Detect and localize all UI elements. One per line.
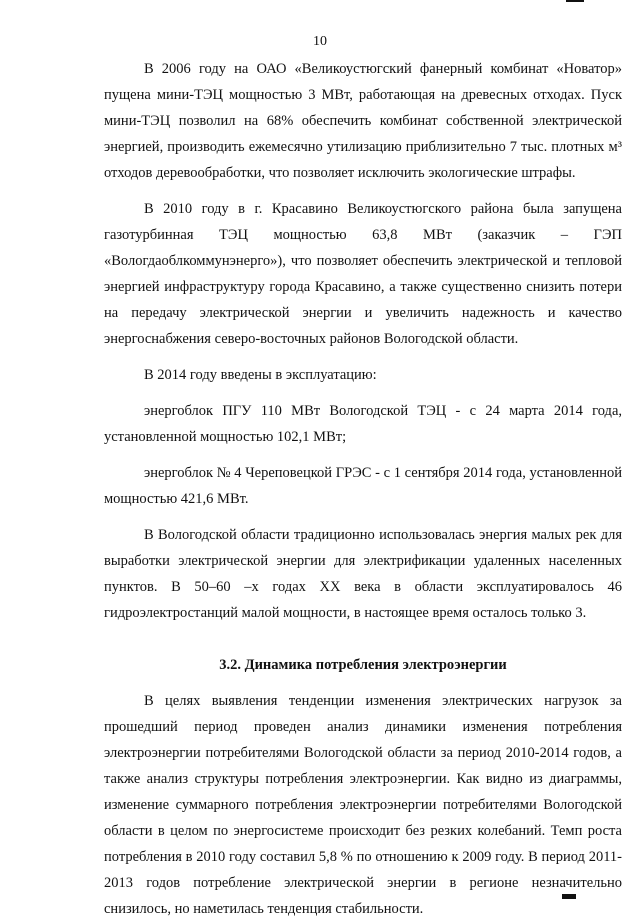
paragraph-krasavino: В 2010 году в г. Красавино Великоустюгского района была запущена газотурбинная ТЭЦ мощностью 63,8 МВт (заказчик – ГЭП «Вологдаоблкоммунэнерго»), что позволяет обеспечить электрической и тепловой энергией инфраструктуру города Красавино, а также существенно снизить потери на передачу электрической энергии и увеличить надежность и качество энергоснабжения северо-восточных районов Вологодской области. xyxy=(104,201,622,347)
paragraph-vologda-tec: энергоблок ПГУ 110 МВт Вологодской ТЭЦ - с 24 марта 2014 года, установленной мощностью 102,1 МВт; xyxy=(104,403,622,445)
page-number: 10 xyxy=(313,34,327,49)
bottom-corner-mark xyxy=(562,894,576,899)
paragraph-small-rivers: В Вологодской области традиционно использовалась энергия малых рек для выработки электрической энергии для электрификации удаленных населенных пунктов. В 50–60 –х годах XX века в области эксплуатировалось 46 гидроэлектростанций малой мощности, в настоящее время осталось только 3. xyxy=(104,527,622,621)
paragraph-cherepovets-gres: энергоблок № 4 Череповецкой ГРЭС - с 1 сентября 2014 года, установленной мощностью 421,6 МВт. xyxy=(104,465,622,507)
paragraph-mini-chp: В 2006 году на ОАО «Великоустюгский фанерный комбинат «Новатор» пущена мини-ТЭЦ мощностью 3 МВт, работающая на древесных отходах. Пуск мини-ТЭЦ позволил на 68% обеспечить комбинат собственной электрической энергией, производить ежемесячно утилизацию приблизительно 7 тыс. плотных м³ отходов деревообработки, что позволяет исключить экологические штрафы. xyxy=(104,61,622,181)
paragraph-consumption-dynamics: В целях выявления тенденции изменения электрических нагрузок за прошедший период проведен анализ динамики изменения потребления электроэнергии потребителями Вологодской области за период 2010-2014 годов, а также анализ структуры потребления электроэнергии. Как видно из диаграммы, изменение суммарного потребления электроэнергии потребителями Вологодской области в целом по энергосистеме происходит без резких колебаний. Темп роста потребления в 2010 году составил 5,8 % по отношению к 2009 году. В период 2011-2013 годов потребление электрической энергии в регионе незначительно снизилось, но наметилась тенденция стабильности. xyxy=(104,693,622,917)
section-heading: 3.2. Динамика потребления электроэнергии xyxy=(219,657,507,673)
top-corner-mark xyxy=(566,0,584,2)
document-body xyxy=(104,56,622,922)
paragraph-2014-intro: В 2014 году введены в эксплуатацию: xyxy=(144,367,377,383)
